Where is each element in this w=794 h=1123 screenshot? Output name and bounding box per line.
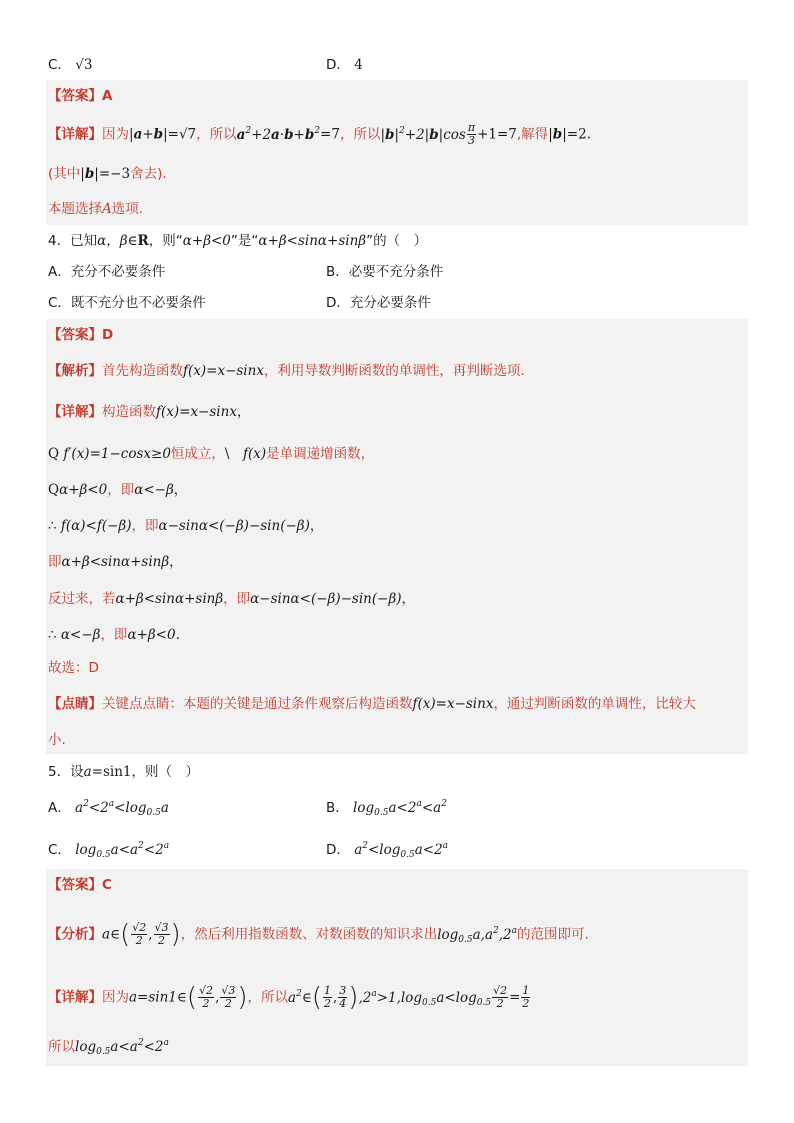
- formula-fraction: $\frac{3}{4}$: [339, 984, 347, 1010]
- formula-fraction: $\frac{√2}{2}$: [132, 921, 147, 947]
- q4-detail-line2: Q f′(x)=1−cosx≥0恒成立，\ f(x)是单调递增函数，: [48, 446, 375, 462]
- formula-fraction: $\frac{√2}{2}$: [199, 984, 214, 1010]
- q3-answer: 【答案】A: [48, 88, 113, 104]
- q5-option-d: D． $a^2<\log_{0.5}a<2^a$: [326, 841, 449, 860]
- formula-fraction: $\frac{√3}{2}$: [154, 921, 169, 947]
- formula-fraction: $\frac{√3}{2}$: [221, 984, 236, 1010]
- q5-option-c: C． $\log_{0.5}a<a^2<2^a$: [48, 841, 170, 860]
- formula-fraction: $\frac{1}{2}$: [323, 984, 331, 1010]
- formula-fraction: $\frac{√2}{2}$: [493, 984, 508, 1010]
- q4-detail-line5: 即α+β<sinα+sinβ，: [48, 554, 183, 570]
- formula: |a+b|: [129, 126, 168, 143]
- q5-analysis: 【分析】a∈( $\frac{√2}{2}$ , $\frac{√3}{2}$ )，然后利用指数函数、对数函数的知识求出$\log_{0.5}a,a^2,2^a$的范围即可.: [48, 919, 589, 950]
- q4-solution-panel: [46, 319, 748, 754]
- q4-answer: 【答案】D: [48, 327, 114, 343]
- q4-detail-line3: Qα+β<0，即α<−β，: [48, 482, 188, 498]
- q5-final: 所以$\log_{0.5}a<a^2<2^a$: [48, 1038, 169, 1057]
- q4-option-a: A．充分不必要条件: [48, 264, 166, 280]
- q4-comment-line2: 小.: [48, 732, 66, 748]
- q4-comment: 【点睛】关键点点睛：本题的关键是通过条件观察后构造函数f(x)=x−sinx，通过判断函数的单调性，比较大: [48, 696, 696, 712]
- q4-option-d: D．充分必要条件: [326, 295, 431, 311]
- q5-detail: 【详解】因为a=sin1∈( $\frac{√2}{2}$ , $\frac{√3}{2}$ )，所以$a^2\in$( $\frac{1}{2}$ , $\frac{3}{4}$ )$,2^a>1,\log_{0.5}a<\log_{0.5}$ $\frac{√2}{2}$ = $\frac{1}{2}$: [48, 982, 530, 1013]
- q4-detail-line7: ∴ α<−β，即α+β<0.: [48, 627, 180, 643]
- q4-conclusion: 故选：D: [48, 660, 99, 676]
- q5-answer: 【答案】C: [48, 877, 112, 893]
- q5-option-a: A． $a^2<2^a<\log_{0.5}a$: [48, 799, 169, 818]
- formula-fraction: $\frac{1}{2}$: [522, 984, 530, 1010]
- q4-detail-line6: 反过来，若α+β<sinα+sinβ，即α−sinα<(−β)−sin(−β)，: [48, 591, 416, 607]
- q4-option-c: C．既不充分也不必要条件: [48, 295, 206, 311]
- q4-detail-line4: ∴ f(α)<f(−β)，即α−sinα<(−β)−sin(−β)，: [48, 518, 324, 534]
- q4-analysis: 【解析】首先构造函数f(x)=x−sinx，利用导数判断函数的单调性，再判断选项.: [48, 363, 525, 379]
- q3-choose: 本题选择A选项.: [48, 201, 144, 217]
- q4-option-b: B．必要不充分条件: [326, 264, 444, 280]
- formula-fraction: $\frac{\pi}{3}$: [467, 121, 476, 147]
- q3-note: (其中|b|=−3舍去).: [48, 166, 167, 182]
- q3-detail: 【详解】因为|a+b|=√7，所以$a^2+2a\cdot b+b^2=7$，所以$|b|^2+2|b|\cos$ $\frac{\pi}{3}$ +1=7,解得|b|=2.: [48, 121, 591, 147]
- formula: $|b|^2+2|b|\cos$: [380, 125, 466, 143]
- q3-option-d: D． 4: [326, 57, 363, 73]
- q3-solution-panel: [46, 80, 748, 225]
- q4-detail: 【详解】构造函数f(x)=x−sinx，: [48, 404, 251, 420]
- formula: $a^2+2a\cdot b+b^2$: [236, 125, 321, 143]
- q4-stem: 4．已知α，β∈R，则“α+β<0”是“α+β<sinα+sinβ”的（ ）: [48, 233, 428, 249]
- q3-option-c: C． √3: [48, 57, 93, 73]
- q5-option-b: B． $\log_{0.5}a<2^a<a^2$: [326, 799, 447, 818]
- q5-stem: 5．设a=sin1，则（ ）: [48, 764, 199, 780]
